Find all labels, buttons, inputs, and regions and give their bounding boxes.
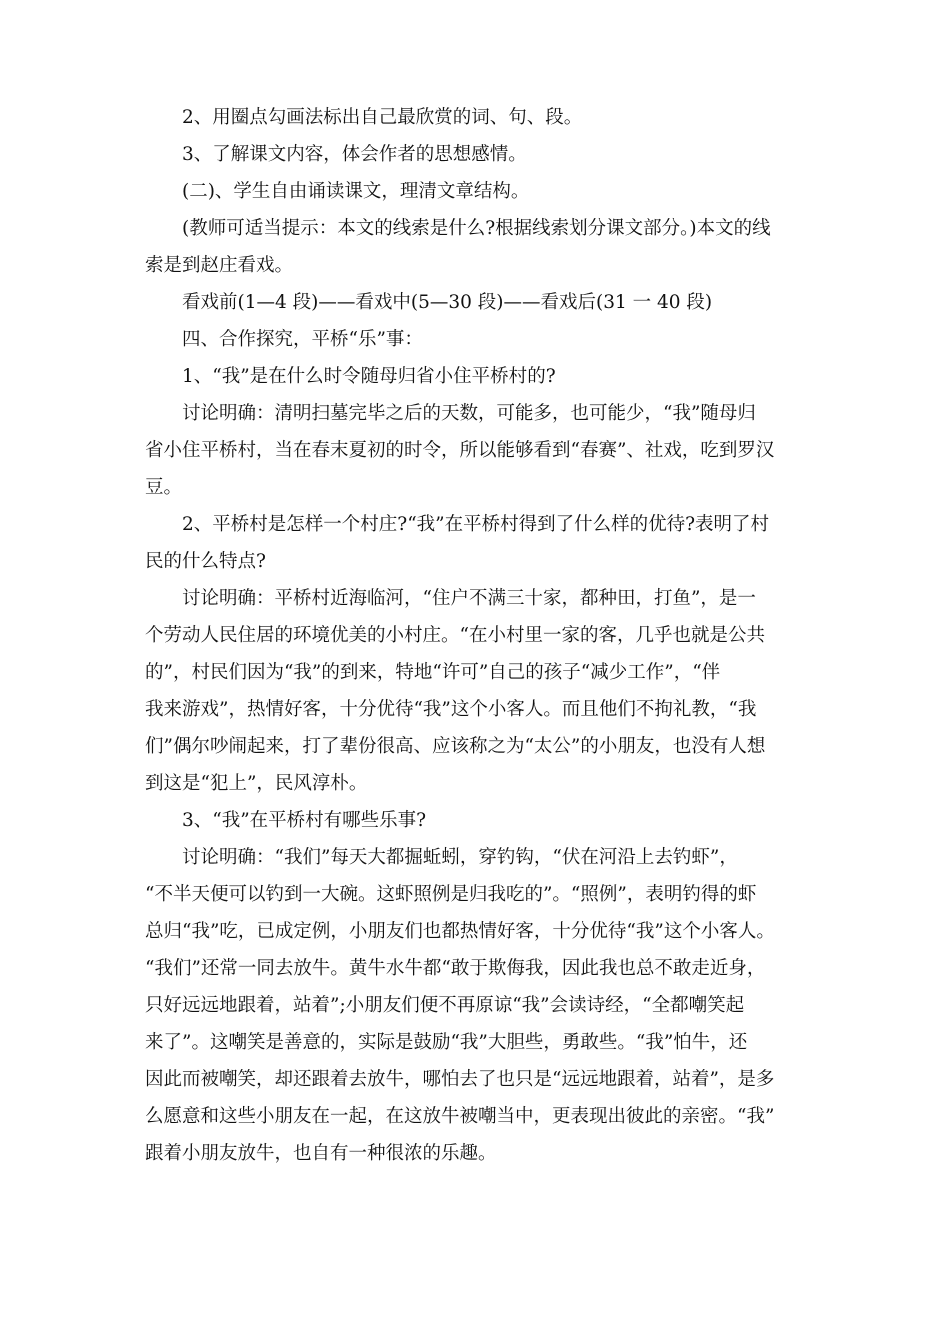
text-line: “我们”还常一同去放牛。黄牛水牛都“敢于欺侮我，因此我也总不敢走近身， <box>145 958 766 979</box>
paragraph <box>145 839 845 1172</box>
text-line: 因此而被嘲笑，却还跟着去放牛，哪怕去了也只是“远远地跟着，站着”，是多 <box>145 1069 775 1090</box>
text-line: 跟着小朋友放牛，也自有一种很浓的乐趣。 <box>145 1143 497 1164</box>
paragraph <box>145 210 845 284</box>
paragraph <box>145 358 845 395</box>
paragraph <box>145 99 845 136</box>
paragraph <box>145 506 845 580</box>
text-line: 1、“我”是在什么时令随母归省小住平桥村的? <box>145 366 556 387</box>
text-line: 的”，村民们因为“我”的到来，特地“许可”自己的孩子“减少工作”，“伴 <box>145 662 721 683</box>
text-line: 看戏前(1—4 段)——看戏中(5—30 段)——看戏后(31 一 40 段) <box>145 292 713 313</box>
paragraph <box>145 321 845 358</box>
paragraph <box>145 136 845 173</box>
text-line: (教师可适当提示：本文的线索是什么?根据线索划分课文部分。)本文的线 <box>145 218 771 239</box>
text-line: 四、合作探究，平桥“乐”事： <box>145 329 423 350</box>
text-line: 索是到赵庄看戏。 <box>145 255 294 276</box>
text-line: 2、用圈点勾画法标出自己最欣赏的词、句、段。 <box>145 107 583 128</box>
text-line: 民的什么特点? <box>145 551 266 572</box>
text-line: 我来游戏”，热情好客，十分优待“我”这个小客人。而且他们不拘礼教，“我 <box>145 699 757 720</box>
text-line: 讨论明确：平桥村近海临河，“住户不满三十家，都种田，打鱼”，是一 <box>145 588 756 609</box>
paragraph <box>145 580 845 802</box>
text-line: 个劳动人民住居的环境优美的小村庄。“在小村里一家的客，几乎也就是公共 <box>145 625 765 646</box>
paragraph <box>145 802 845 839</box>
text-line: 省小住平桥村，当在春末夏初的时令，所以能够看到“春赛”、社戏，吃到罗汉 <box>145 440 775 461</box>
text-line: 么愿意和这些小朋友在一起，在这放牛被嘲当中，更表现出彼此的亲密。“我” <box>145 1106 775 1127</box>
paragraph <box>145 173 845 210</box>
text-line: 到这是“犯上”，民风淳朴。 <box>145 773 368 794</box>
text-line: 讨论明确：“我们”每天大都掘蚯蚓，穿钓钩，“伏在河沿上去钓虾”， <box>145 847 738 868</box>
text-line: 们”偶尔吵闹起来，打了辈份很高、应该称之为“太公”的小朋友，也没有人想 <box>145 736 766 757</box>
text-line: 豆。 <box>145 477 183 498</box>
text-line: 来了”。这嘲笑是善意的，实际是鼓励“我”大胆些，勇敢些。“我”怕牛，还 <box>145 1032 748 1053</box>
text-line: 3、了解课文内容，体会作者的思想感情。 <box>145 144 527 165</box>
text-line: 总归“我”吃，已成定例，小朋友们也都热情好客，十分优待“我”这个小客人。 <box>145 921 775 942</box>
text-line: 3、“我”在平桥村有哪些乐事? <box>145 810 427 831</box>
text-line: 只好远远地跟着，站着”;小朋友们便不再原谅“我”会读诗经，“全都嘲笑起 <box>145 995 745 1016</box>
paragraph <box>145 284 845 321</box>
text-line: 2、平桥村是怎样一个村庄?“我”在平桥村得到了什么样的优待?表明了村 <box>145 514 770 535</box>
text-line: (二)、学生自由诵读课文，理清文章结构。 <box>145 181 530 202</box>
text-line: “不半天便可以钓到一大碗。这虾照例是归我吃的”。“照例”，表明钓得的虾 <box>145 884 757 905</box>
text-line: 讨论明确：清明扫墓完毕之后的天数，可能多，也可能少，“我”随母归 <box>145 403 756 424</box>
paragraph <box>145 395 845 506</box>
